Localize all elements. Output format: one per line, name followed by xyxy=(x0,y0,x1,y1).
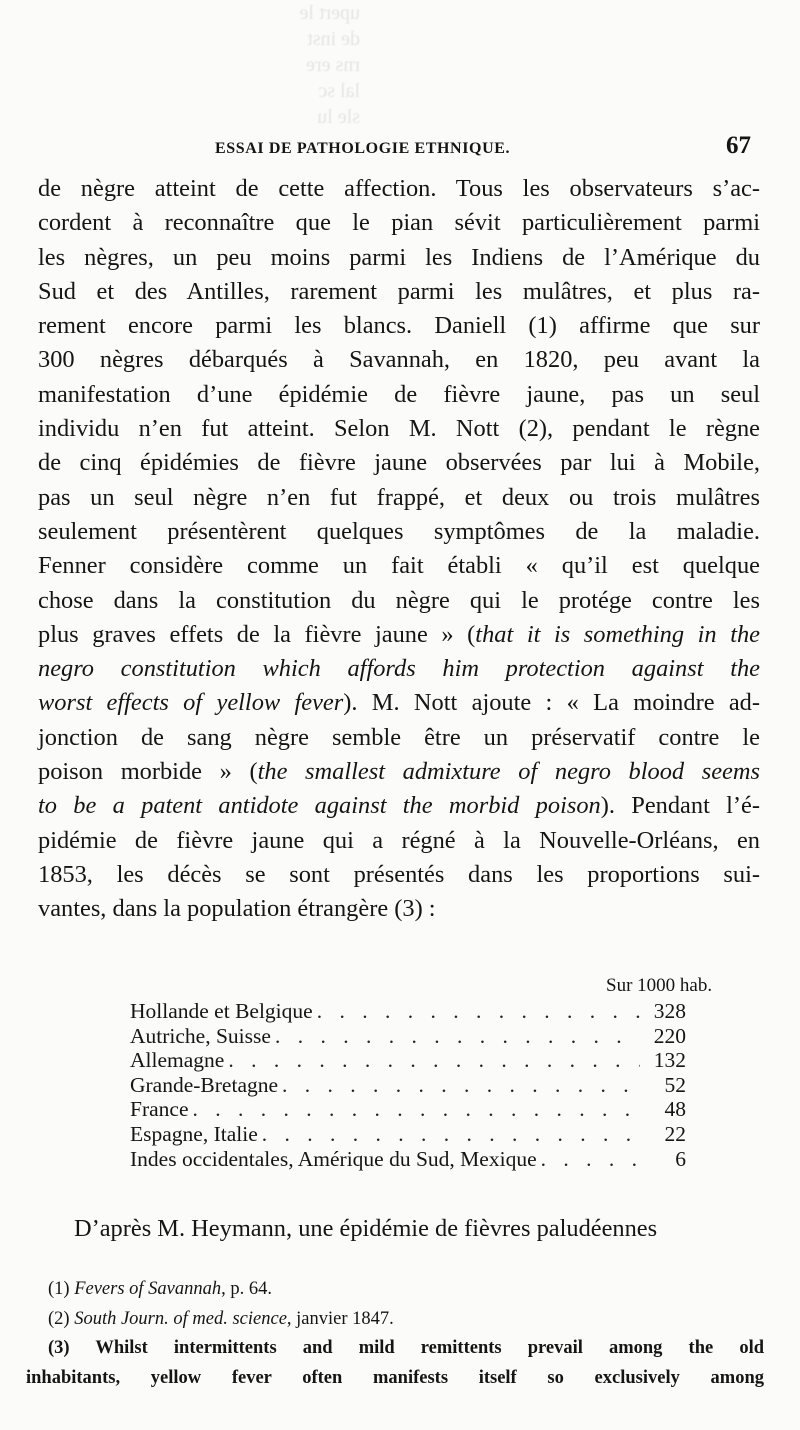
bleed-through-line: de inst xyxy=(307,28,360,50)
text-line xyxy=(38,755,760,789)
leader-dots xyxy=(189,1097,641,1122)
table-row xyxy=(130,1024,686,1049)
text-line xyxy=(38,858,760,892)
text-run: 1853, les décès se sont présentés dans les proportions sui- xyxy=(38,860,760,888)
text-line xyxy=(38,584,760,618)
text-line xyxy=(38,241,760,275)
row-label: Espagne, Italie xyxy=(130,1121,258,1146)
table-row xyxy=(130,999,686,1024)
italic-quote: worst effects of yellow fever xyxy=(38,689,344,717)
text-run: pidémie de fièvre jaune qui a régné à la Nouvelle-Orléans, en xyxy=(38,826,760,854)
text-line xyxy=(38,481,760,515)
footnote-1-marker: (1) xyxy=(48,1279,70,1299)
text-line xyxy=(38,446,760,480)
table-row xyxy=(130,1122,686,1147)
text-run: chose dans la constitution du nègre qui le protége contre les xyxy=(38,586,760,614)
text-line xyxy=(38,686,760,720)
italic-quote: the smallest admixture of negro blood seems xyxy=(257,758,760,786)
text-run: de cinq épidémies de fièvre jaune observées par lui à Mobile, xyxy=(38,449,760,477)
text-line xyxy=(38,721,760,755)
text-run: vantes, dans la population étrangère (3) : xyxy=(38,895,436,923)
bleed-through-line: lal sc xyxy=(318,80,360,102)
leader-dots xyxy=(278,1073,640,1098)
page-number: 67 xyxy=(726,132,751,159)
text-run: manifestation d’une épidémie de fièvre jaune, pas un seul xyxy=(38,380,760,408)
footnote-2 xyxy=(48,1305,764,1335)
footnote-1 xyxy=(48,1275,764,1305)
table-row xyxy=(130,1048,686,1073)
text-run: 300 nègres débarqués à Savannah, en 1820, peu avant la xyxy=(38,346,760,374)
row-label: France xyxy=(130,1097,189,1122)
text-run: cordent à reconnaître que le pian sévit particulièrement parmi xyxy=(38,209,760,237)
footnote-3-marker: (3) xyxy=(48,1338,70,1358)
next-paragraph xyxy=(38,1212,760,1246)
text-run: les nègres, un peu moins parmi les Indiens de l’Amérique du xyxy=(38,243,760,271)
text-run: de nègre atteint de cette affection. Tous les observateurs s’ac- xyxy=(38,175,760,202)
text-line xyxy=(38,275,760,309)
footnote-3-text-1: Whilst intermittents and mild remittents prevail among the old xyxy=(95,1338,764,1358)
row-value: 48 xyxy=(664,1097,686,1122)
footnote-3-line-1 xyxy=(48,1334,764,1364)
footnotes xyxy=(26,1275,764,1393)
footnote-2-title: South Journ. of med. science xyxy=(74,1308,287,1329)
leader-dots xyxy=(271,1024,640,1049)
text-line xyxy=(38,343,760,377)
running-head: ESSAI DE PATHOLOGIE ETHNIQUE. xyxy=(215,140,511,157)
body-paragraph xyxy=(38,172,760,927)
leader-dots xyxy=(258,1122,640,1147)
text-line xyxy=(38,172,760,206)
text-run: Sud et des Antilles, rarement parmi les mulâtres, et plus ra- xyxy=(38,277,760,305)
row-value: 52 xyxy=(664,1072,686,1097)
bleed-through-line: rns ere xyxy=(306,54,360,76)
next-paragraph-line: D’après M. Heymann, une épidémie de fièvres paludéennes xyxy=(74,1215,658,1242)
text-line xyxy=(38,378,760,412)
table-row xyxy=(130,1097,686,1122)
footnote-1-title: Fevers of Savannah xyxy=(74,1279,222,1299)
text-run: plus graves effets de la fièvre jaune » ( xyxy=(38,620,476,648)
text-line xyxy=(38,652,760,686)
row-value: 22 xyxy=(664,1121,686,1146)
text-run: ). Pendant l’é- xyxy=(600,792,761,820)
table-row xyxy=(130,1073,686,1098)
row-value: 6 xyxy=(675,1146,686,1171)
bleed-through-text xyxy=(60,0,360,130)
row-value: 220 xyxy=(653,1023,686,1048)
row-value: 132 xyxy=(653,1048,686,1073)
italic-quote: to be a patent antidote against the morbid poison xyxy=(38,792,601,820)
text-line xyxy=(38,549,760,583)
mortality-table xyxy=(130,999,686,1171)
footnote-3-line-2: inhabitants, yellow fever often manifests itself so exclusively among xyxy=(26,1367,764,1388)
text-run: jonction de sang nègre semble être un préservatif contre le xyxy=(38,723,760,751)
footnote-1-rest: , p. 64. xyxy=(221,1279,273,1299)
text-line xyxy=(38,206,760,240)
text-run: Fenner considère comme un fait établi « qu’il est quelque xyxy=(38,552,760,580)
row-label: Autriche, Suisse xyxy=(130,1023,271,1048)
text-line xyxy=(38,515,760,549)
table-row xyxy=(130,1147,686,1172)
leader-dots xyxy=(537,1147,640,1172)
leader-dots xyxy=(224,1048,640,1073)
text-run: pas un seul nègre n’en fut frappé, et deux ou trois mulâtres xyxy=(38,483,760,511)
italic-quote: negro constitution which affords him protection against the xyxy=(38,655,760,683)
text-line xyxy=(38,309,760,343)
text-line xyxy=(38,618,760,652)
text-line xyxy=(38,824,760,858)
bleed-through-line: upert le xyxy=(299,2,360,24)
text-run: poison morbide » ( xyxy=(38,758,258,786)
footnote-2-rest: , janvier 1847. xyxy=(286,1308,394,1329)
italic-quote: that it is something in the xyxy=(475,620,760,648)
bleed-through-line: sle lu xyxy=(317,106,360,128)
footnote-2-marker: (2) xyxy=(48,1308,70,1329)
row-label: Indes occidentales, Amérique du Sud, Mexique xyxy=(130,1146,537,1171)
text-line xyxy=(38,789,760,823)
table-unit-header: Sur 1000 hab. xyxy=(606,975,713,996)
text-run: individu n’en fut atteint. Selon M. Nott (2), pendant le règne xyxy=(38,415,760,443)
text-line xyxy=(38,892,760,926)
text-run: seulement présentèrent quelques symptômes de la maladie. xyxy=(38,517,760,545)
text-run: ). M. Nott ajoute : « La moindre ad- xyxy=(343,689,760,717)
row-value: 328 xyxy=(653,999,686,1023)
row-label: Hollande et Belgique xyxy=(130,999,313,1023)
text-run: rement encore parmi les blancs. Daniell (1) affirme que sur xyxy=(38,312,760,340)
leader-dots xyxy=(313,999,640,1024)
row-label: Grande-Bretagne xyxy=(130,1072,279,1097)
row-label: Allemagne xyxy=(130,1048,225,1073)
text-line xyxy=(38,412,760,446)
